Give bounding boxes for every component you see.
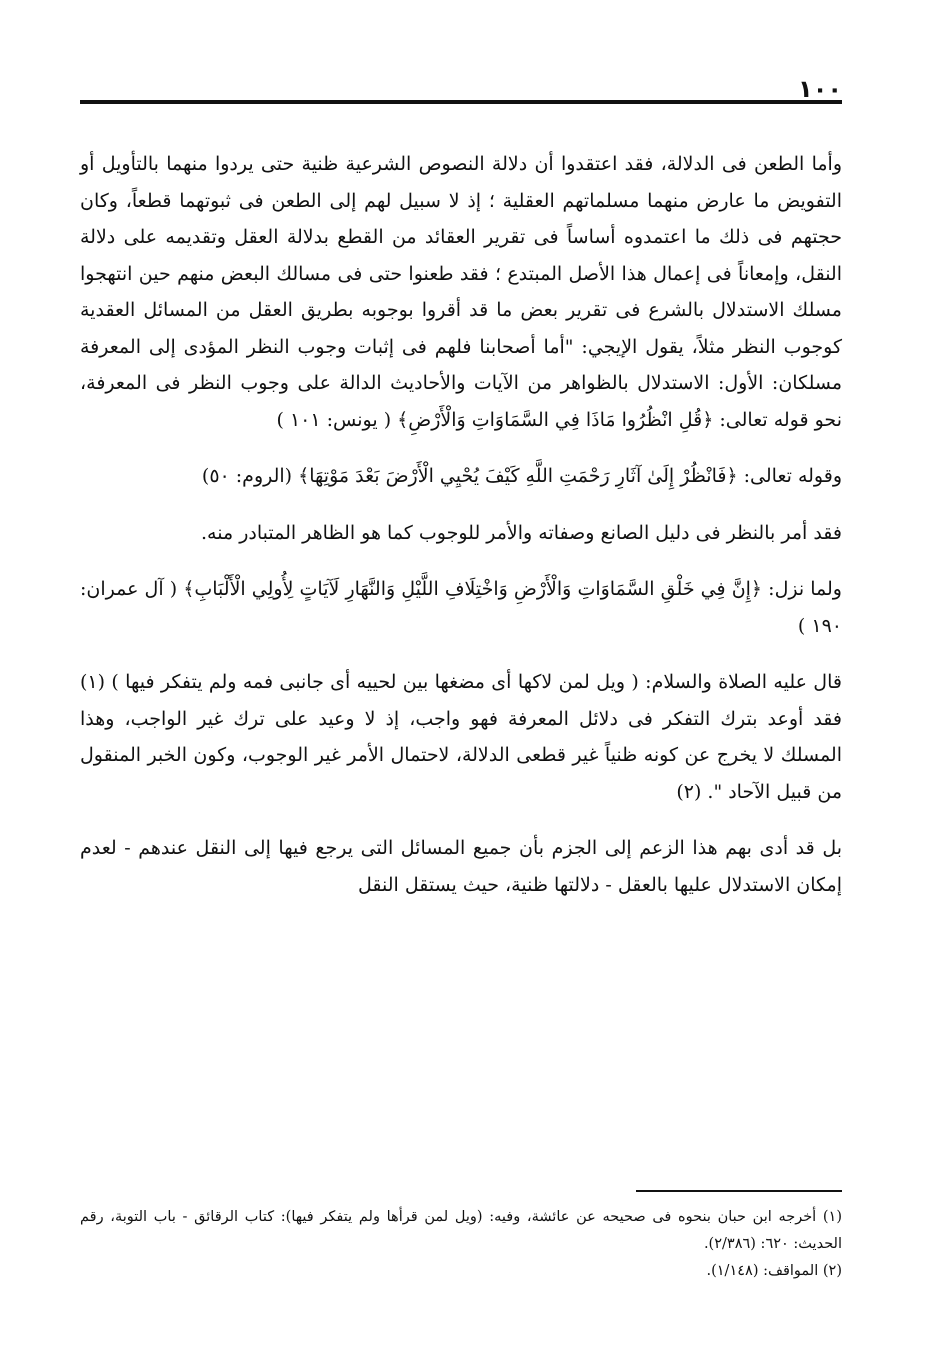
paragraph-3: فقد أمر بالنظر فى دليل الصانع وصفاته والأمر للوجوب كما هو الظاهر المتبادر منه. bbox=[201, 521, 842, 544]
footnote-rule bbox=[636, 1190, 842, 1192]
paragraph-4: ولما نزل: ﴿إِنَّ فِي خَلْقِ السَّمَاوَاتِ وَالْأَرْضِ وَاخْتِلَافِ اللَّيْلِ وَالنَّهَارِ لَآيَاتٍ لِأُولِي الْأَلْبَابِ﴾ ( آل عمران: ١٩٠ ) bbox=[80, 578, 842, 637]
page-number: ١٠٠ bbox=[798, 75, 842, 103]
footnotes bbox=[80, 1204, 842, 1285]
paragraph-2: وقوله تعالى: ﴿فَانْظُرْ إِلَىٰ آثَارِ رَحْمَتِ اللَّهِ كَيْفَ يُحْيِي الْأَرْضَ بَعْدَ مَوْتِهَا﴾ (الروم: ٥٠) bbox=[201, 465, 842, 487]
paragraph-5: قال عليه الصلاة والسلام: ( ويل لمن لاكها أى مضغها بين لحييه أى جانبى فمه ولم يتفكر فيها ) (١) فقد أوعد بترك التفكر فى دلائل المعرفة فهو واجب، إذ لا وعيد على ترك غير الواجب، وهذا المسلك لا يخرج عن كونه ظنياً غير قطعى الدلالة، لاحتمال الأمر غير الوجوب، وكون الخبر المنقول من قبيل الآحاد ". (٢) bbox=[80, 671, 842, 803]
header-rule bbox=[80, 100, 842, 104]
paragraph-1: وأما الطعن فى الدلالة، فقد اعتقدوا أن دلالة النصوص الشرعية ظنية حتى يردوا منهما بالتأويل أو التفويض ما عارض منهما مسلماتهم العقلية ؛ إذ لا سبيل لهم إلى الطعن فى ثبوتهما قطعاً، وكان حجتهم فى ذلك ما اعتمدوه أساساً فى تقرير العقائد من القطع بدلالة العقل وتقديمه على دلالة النقل، وإمعاناً فى إعمال هذا الأصل المبتدع ؛ فقد طعنوا حتى فى مسالك البعض منهم حين انتهجوا مسلك الاستدلال بالشرع فى تقرير بعض ما قد أقروا بوجوبه بطريق العقل من المسائل العقدية كوجوب النظر مثلاً، يقول الإيجي: "أما أصحابنا فلهم فى إثبات وجوب النظر المؤدى إلى المعرفة مسلكان: الأول: الاستدلال بالظواهر من الآيات والأحاديث الدالة على وجوب النظر فى المعرفة، نحو قوله تعالى: ﴿قُلِ انْظُرُوا مَاذَا فِي السَّمَاوَاتِ وَالْأَرْضِ﴾ ( يونس: ١٠١ ) bbox=[80, 153, 842, 431]
paragraph-6: بل قد أدى بهم هذا الزعم إلى الجزم بأن جميع المسائل التى يرجع فيها إلى النقل عندهم - لعدم إمكان الاستدلال عليها بالعقل - دلالتها ظنية، حيث يستقل النقل bbox=[80, 837, 842, 896]
footnote-2: (٢) المواقف: (١/١٤٨). bbox=[706, 1263, 842, 1279]
body-text bbox=[80, 146, 842, 903]
footnote-1: (١) أخرجه ابن حبان بنحوه فى صحيحه عن عائشة، وفيه: (ويل لمن قرأها ولم يتفكر فيها): كتاب الرقائق - باب التوبة، رقم الحديث: ٦٢٠: (٢/٣٨٦). bbox=[80, 1209, 842, 1252]
